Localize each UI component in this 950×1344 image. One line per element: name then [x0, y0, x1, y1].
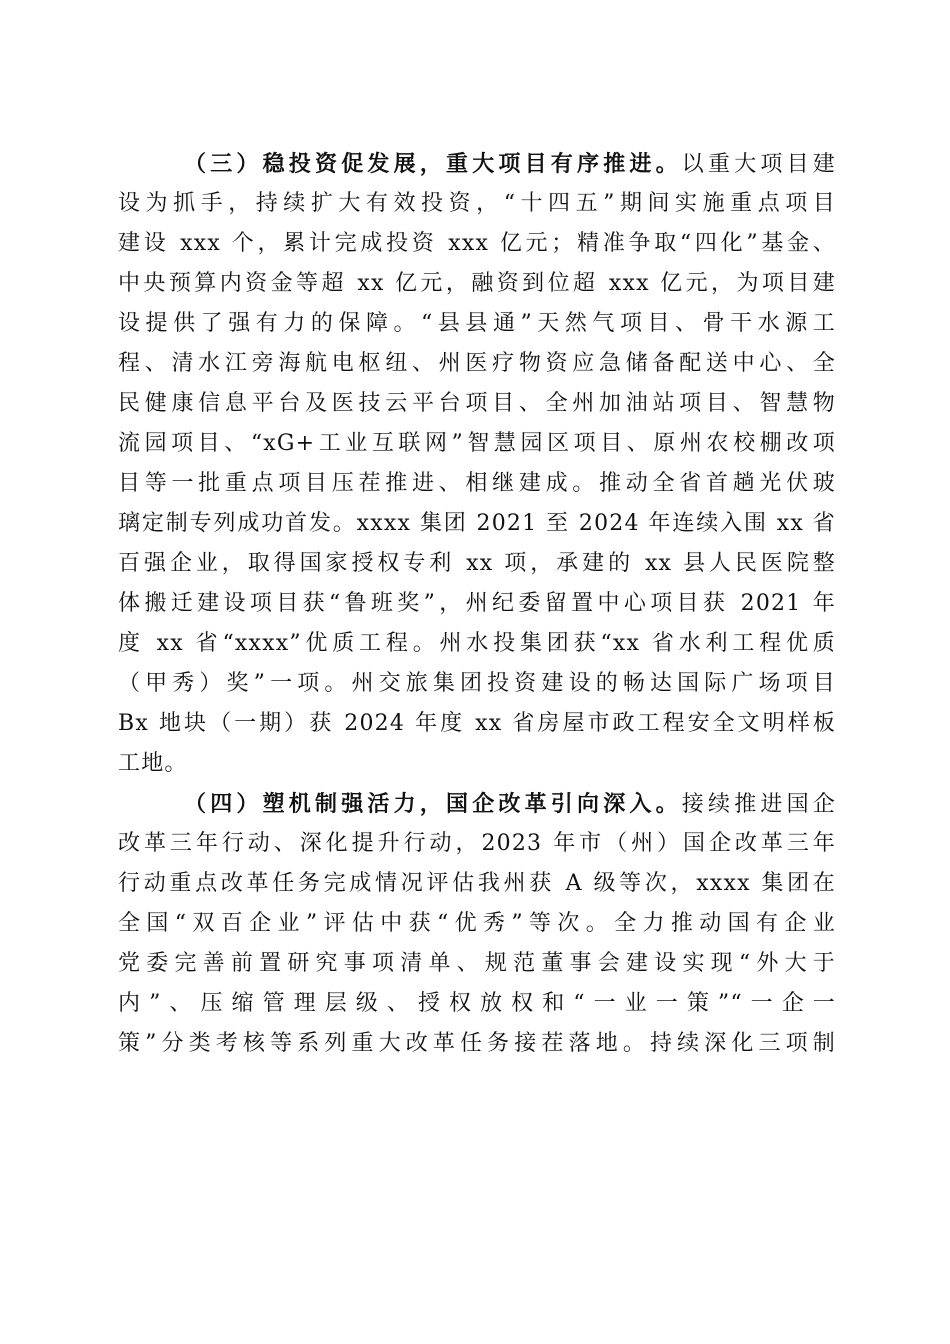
paragraph-line: （甲秀）奖”一项。州交旅集团投资建设的畅达国际广场项目	[118, 671, 836, 696]
paragraph-line	[118, 144, 836, 184]
paragraph-line	[118, 784, 836, 824]
paragraph-line: 设为抓手，持续扩大有效投资，“十四五”期间实施重点项目	[118, 191, 836, 216]
section-heading: （四）塑机制强活力，国企改革引向深入。	[184, 791, 682, 817]
paragraph-line: 全国“双百企业”评估中获“优秀”等次。全力推动国有企业	[118, 911, 836, 936]
line-text: 接续推进国企	[681, 792, 836, 817]
paragraph-line: 程、清水江旁海航电枢纽、州医疗物资应急储备配送中心、全	[118, 351, 836, 376]
paragraph-line: 目等一批重点项目压茬推进、相继建成。推动全省首趟光伏玻	[118, 471, 836, 496]
paragraph-line: 中央预算内资金等超 xx 亿元，融资到位超 xxx 亿元，为项目建	[118, 271, 836, 296]
paragraph-line: 建设 xxx 个，累计完成投资 xxx 亿元；精准争取“四化”基金、	[118, 231, 836, 256]
paragraph-line: 改革三年行动、深化提升行动，2023 年市（州）国企改革三年	[118, 831, 836, 856]
paragraph-line: 内”、压缩管理层级、授权放权和“一业一策”“一企一	[118, 991, 836, 1016]
paragraph-line: 策”分类考核等系列重大改革任务接茬落地。持续深化三项制	[118, 1031, 836, 1056]
paragraph-line: 设提供了强有力的保障。“县县通”天然气项目、骨干水源工	[118, 311, 836, 336]
paragraph-line: 工地。	[118, 751, 188, 776]
section-heading: （三）稳投资促发展，重大项目有序推进。	[184, 151, 682, 177]
paragraph-line: 璃定制专列成功首发。xxxx 集团 2021 至 2024 年连续入围 xx 省	[118, 511, 836, 536]
paragraph-line: 度 xx 省“xxxx”优质工程。州水投集团获“xx 省水利工程优质	[118, 631, 836, 656]
paragraph-line: 行动重点改革任务完成情况评估我州获 A 级等次，xxxx 集团在	[118, 871, 836, 896]
document-body	[118, 144, 836, 1064]
line-text: 以重大项目建	[681, 152, 836, 177]
paragraph-line: 党委完善前置研究事项清单、规范董事会建设实现“外大于	[118, 951, 836, 976]
paragraph-line: 流园项目、“xG+工业互联网”智慧园区项目、原州农校棚改项	[118, 431, 836, 456]
paragraph-line: 体搬迁建设项目获“鲁班奖”，州纪委留置中心项目获 2021 年	[118, 591, 836, 616]
paragraph-line: 百强企业，取得国家授权专利 xx 项，承建的 xx 县人民医院整	[118, 551, 836, 576]
paragraph-line: Bx 地块（一期）获 2024 年度 xx 省房屋市政工程安全文明样板	[118, 711, 836, 736]
paragraph-line: 民健康信息平台及医技云平台项目、全州加油站项目、智慧物	[118, 391, 836, 416]
